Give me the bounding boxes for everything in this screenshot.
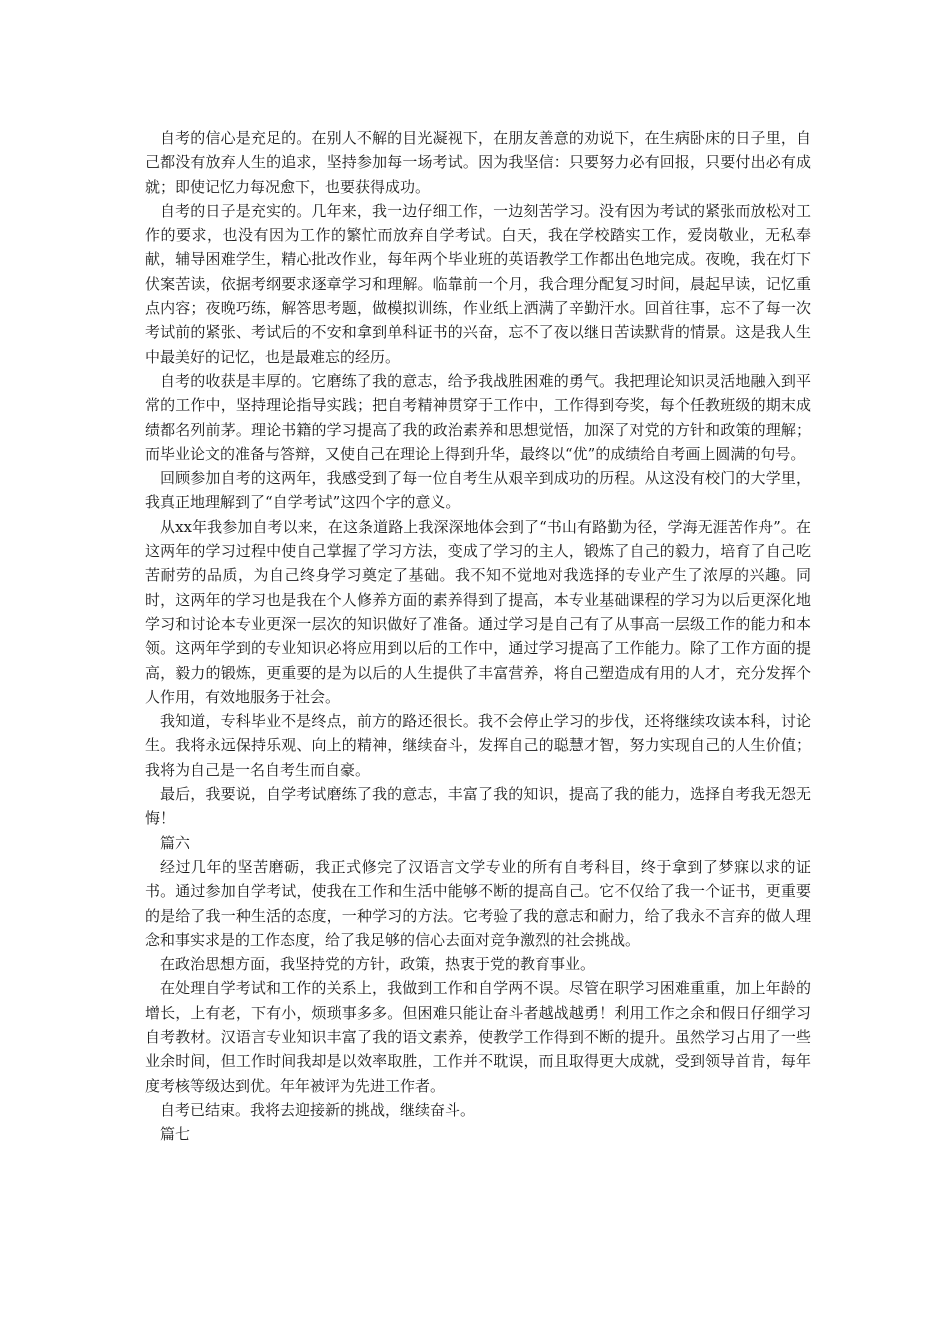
- document-body: [145, 126, 811, 1146]
- paragraph: 自考的日子是充实的。几年来，我一边仔细工作，一边刻苦学习。没有因为考试的紧张而放松对工作的要求，也没有因为工作的繁忙而放弃自学考试。白天，我在学校踏实工作，爱岗敬业，无私奉献，辅导困难学生，精心批改作业，每年两个毕业班的英语教学工作都出色地完成。夜晚，我在灯下伏案苦读，依据考纲要求逐章学习和理解。临靠前一个月，我合理分配复习时间，晨起早读，记忆重点内容；夜晚巧练，解答思考题，做模拟训练，作业纸上洒满了辛勤汗水。回首往事，忘不了每一次考试前的紧张、考试后的不安和拿到单科证书的兴奋，忘不了夜以继日苦读默背的情景。这是我人生中最美好的记忆，也是最难忘的经历。: [145, 201, 811, 366]
- paragraph: 在处理自学考试和工作的关系上，我做到工作和自学两不误。尽管在职学习困难重重，加上年龄的增长，上有老，下有小，烦琐事多多。但困难只能让奋斗者越战越勇！利用工作之余和假日仔细学习自考教材。汉语言专业知识丰富了我的语文素养，使教学工作得到不断的提升。虽然学习占用了一些业余时间，但工作时间我却是以效率取胜，工作并不耽误，而且取得更大成就，受到领导首肯，每年度考核等级达到优。年年被评为先进工作者。: [145, 979, 811, 1095]
- section-heading: 篇七: [160, 1125, 191, 1144]
- paragraph: 最后，我要说，自学考试磨练了我的意志，丰富了我的知识，提高了我的能力，选择自考我无怨无悔！: [145, 785, 811, 828]
- paragraph: 自考已结束。我将去迎接新的挑战，继续奋斗。: [160, 1100, 476, 1119]
- paragraph: 经过几年的坚苦磨砺，我正式修完了汉语言文学专业的所有自考科目，终于拿到了梦寐以求的证书。通过参加自学考试，使我在工作和生活中能够不断的提高自己。它不仅给了我一个证书，更重要的是给了我一种生活的态度，一种学习的方法。它考验了我的意志和耐力，给了我永不言弃的做人理念和事实求是的工作态度，给了我足够的信心去面对竞争激烈的社会挑战。: [145, 857, 811, 949]
- section-heading: 篇六: [160, 833, 191, 852]
- paragraph: 从xx年我参加自考以来，在这条道路上我深深地体会到了“书山有路勤为径，学海无涯苦作舟”。在这两年的学习过程中使自己掌握了学习方法，变成了学习的主人，锻炼了自己的毅力，培育了自己吃苦耐劳的品质，为自己终身学习奠定了基础。我不知不觉地对我选择的专业产生了浓厚的兴趣。同时，这两年的学习也是我在个人修养方面的素养得到了提高，本专业基础课程的学习为以后更深化地学习和讨论本专业更深一层次的知识做好了准备。通过学习是自己有了从事高一层级工作的能力和本领。这两年学到的专业知识必将应用到以后的工作中，通过学习提高了工作能力。除了工作方面的提高，毅力的锻炼，更重要的是为以后的人生提供了丰富营养，将自己塑造成有用的人才，充分发挥个人作用，有效地服务于社会。: [145, 517, 811, 706]
- paragraph: 我知道，专科毕业不是终点，前方的路还很长。我不会停止学习的步伐，还将继续攻读本科，讨论生。我将永远保持乐观、向上的精神，继续奋斗，发挥自己的聪慧才智，努力实现自己的人生价值；我将为自己是一名自考生而自豪。: [145, 712, 811, 779]
- paragraph: 回顾参加自考的这两年，我感受到了每一位自考生从艰辛到成功的历程。从这没有校门的大学里，我真正地理解到了“自学考试”这四个字的意义。: [145, 469, 811, 512]
- paragraph: 自考的信心是充足的。在别人不解的目光凝视下，在朋友善意的劝说下，在生病卧床的日子里，自己都没有放弃人生的追求，坚持参加每一场考试。因为我坚信：只要努力必有回报，只要付出必有成就；即使记忆力每况愈下，也要获得成功。: [145, 129, 811, 196]
- paragraph: 在政治思想方面，我坚持党的方针，政策，热衷于党的教育事业。: [160, 955, 596, 974]
- paragraph: 自考的收获是丰厚的。它磨练了我的意志，给予我战胜困难的勇气。我把理论知识灵活地融入到平常的工作中，坚持理论指导实践；把自考精神贯穿于工作中，工作得到夸奖，每个任教班级的期末成绩都名列前茅。理论书籍的学习提高了我的政治素养和思想觉悟，加深了对党的方针和政策的理解；而毕业论文的准备与答辩，又使自己在理论上得到升华，最终以“优”的成绩给自考画上圆满的句号。: [145, 371, 811, 463]
